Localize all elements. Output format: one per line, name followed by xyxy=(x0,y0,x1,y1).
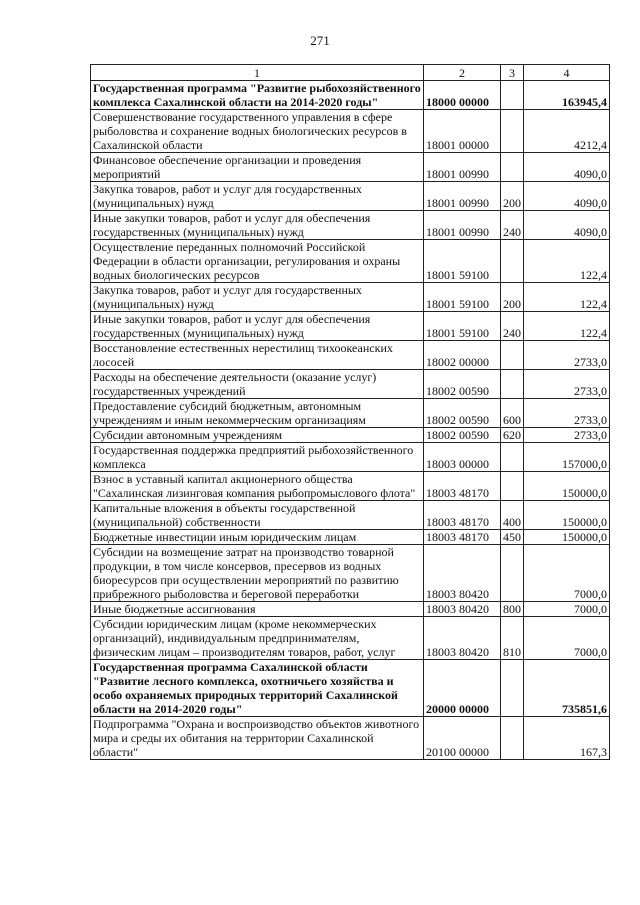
table-row xyxy=(91,545,610,602)
row-expense-type-cell xyxy=(501,153,524,182)
row-name-cell: Закупка товаров, работ и услуг для государственных (муниципальных) нужд xyxy=(91,182,424,211)
row-expense-type-cell: 800 xyxy=(501,602,524,617)
row-name-cell: Закупка товаров, работ и услуг для государственных (муниципальных) нужд xyxy=(91,283,424,312)
table-row xyxy=(91,211,610,240)
row-expense-type-cell: 240 xyxy=(501,211,524,240)
row-code-cell: 18001 59100 xyxy=(424,240,501,283)
row-code-cell: 18003 00000 xyxy=(424,443,501,472)
row-amount-cell: 2733,0 xyxy=(524,370,610,399)
row-name-cell: Иные закупки товаров, работ и услуг для обеспечения государственных (муниципальных) нужд xyxy=(91,312,424,341)
column-header-amount: 4 xyxy=(524,65,610,81)
row-code-cell: 18001 59100 xyxy=(424,283,501,312)
column-header-name: 1 xyxy=(91,65,424,81)
row-amount-cell: 4090,0 xyxy=(524,182,610,211)
row-name-cell: Совершенствование государственного управления в сфере рыболовства и сохранение водных биологических ресурсов в Сахалинской области xyxy=(91,110,424,153)
row-code-cell: 18003 48170 xyxy=(424,472,501,501)
row-expense-type-cell xyxy=(501,370,524,399)
table-row xyxy=(91,717,610,760)
row-expense-type-cell: 600 xyxy=(501,399,524,428)
row-name-cell: Иные бюджетные ассигнования xyxy=(91,602,424,617)
row-amount-cell: 4090,0 xyxy=(524,211,610,240)
table-body xyxy=(91,81,610,760)
row-amount-cell: 4212,4 xyxy=(524,110,610,153)
row-expense-type-cell: 240 xyxy=(501,312,524,341)
row-code-cell: 18002 00590 xyxy=(424,370,501,399)
row-name-cell: Бюджетные инвестиции иным юридическим лицам xyxy=(91,530,424,545)
row-name-cell: Государственная поддержка предприятий рыбохозяйственного комплекса xyxy=(91,443,424,472)
row-amount-cell: 157000,0 xyxy=(524,443,610,472)
row-amount-cell: 735851,6 xyxy=(524,660,610,717)
table-header-row xyxy=(91,65,610,81)
column-header-code: 2 xyxy=(424,65,501,81)
table-row xyxy=(91,283,610,312)
table-row xyxy=(91,399,610,428)
row-code-cell: 18003 80420 xyxy=(424,545,501,602)
table-row xyxy=(91,81,610,110)
row-name-cell: Государственная программа "Развитие рыбохозяйственного комплекса Сахалинской области на 2014-2020 годы" xyxy=(91,81,424,110)
table-row xyxy=(91,472,610,501)
table-row xyxy=(91,660,610,717)
row-amount-cell: 2733,0 xyxy=(524,428,610,443)
column-header-expense-type: 3 xyxy=(501,65,524,81)
row-amount-cell: 7000,0 xyxy=(524,617,610,660)
row-amount-cell: 122,4 xyxy=(524,240,610,283)
row-code-cell: 18003 80420 xyxy=(424,617,501,660)
row-code-cell: 18003 48170 xyxy=(424,501,501,530)
row-expense-type-cell: 200 xyxy=(501,283,524,312)
table-row xyxy=(91,617,610,660)
row-code-cell: 18002 00590 xyxy=(424,428,501,443)
page-number: 271 xyxy=(310,33,330,48)
table-row xyxy=(91,240,610,283)
table-row xyxy=(91,443,610,472)
row-expense-type-cell: 200 xyxy=(501,182,524,211)
row-amount-cell: 150000,0 xyxy=(524,472,610,501)
table-row xyxy=(91,153,610,182)
row-name-cell: Капитальные вложения в объекты государственной (муниципальной) собственности xyxy=(91,501,424,530)
row-name-cell: Предоставление субсидий бюджетным, автономным учреждениям и иным некоммерческим организациям xyxy=(91,399,424,428)
row-amount-cell: 2733,0 xyxy=(524,341,610,370)
row-name-cell: Взнос в уставный капитал акционерного общества "Сахалинская лизинговая компания рыбопромыслового флота" xyxy=(91,472,424,501)
row-amount-cell: 2733,0 xyxy=(524,399,610,428)
row-expense-type-cell xyxy=(501,717,524,760)
row-expense-type-cell: 810 xyxy=(501,617,524,660)
row-expense-type-cell xyxy=(501,660,524,717)
row-code-cell: 20100 00000 xyxy=(424,717,501,760)
row-expense-type-cell xyxy=(501,341,524,370)
table-row xyxy=(91,602,610,617)
row-name-cell: Расходы на обеспечение деятельности (оказание услуг) государственных учреждений xyxy=(91,370,424,399)
row-name-cell: Подпрограмма "Охрана и воспроизводство объектов животного мира и среды их обитания на территории Сахалинской области" xyxy=(91,717,424,760)
row-code-cell: 18002 00590 xyxy=(424,399,501,428)
row-amount-cell: 150000,0 xyxy=(524,501,610,530)
row-code-cell: 18001 59100 xyxy=(424,312,501,341)
row-amount-cell: 7000,0 xyxy=(524,602,610,617)
row-expense-type-cell: 450 xyxy=(501,530,524,545)
table-row xyxy=(91,501,610,530)
row-expense-type-cell: 620 xyxy=(501,428,524,443)
table-row xyxy=(91,370,610,399)
row-name-cell: Восстановление естественных нерестилищ тихоокеанских лососей xyxy=(91,341,424,370)
table-row xyxy=(91,110,610,153)
row-name-cell: Субсидии автономным учреждениям xyxy=(91,428,424,443)
row-name-cell: Иные закупки товаров, работ и услуг для обеспечения государственных (муниципальных) нужд xyxy=(91,211,424,240)
row-amount-cell: 150000,0 xyxy=(524,530,610,545)
table-row xyxy=(91,182,610,211)
row-amount-cell: 122,4 xyxy=(524,283,610,312)
row-code-cell: 18002 00000 xyxy=(424,341,501,370)
row-name-cell: Финансовое обеспечение организации и проведения мероприятий xyxy=(91,153,424,182)
row-expense-type-cell xyxy=(501,240,524,283)
budget-table xyxy=(90,64,610,760)
row-expense-type-cell xyxy=(501,110,524,153)
row-name-cell: Субсидии на возмещение затрат на производство товарной продукции, в том числе консервов, пресервов из водных биоресурсов при осуществлении мероприятий по развитию прибрежного рыболовства и береговой переработки xyxy=(91,545,424,602)
row-amount-cell: 122,4 xyxy=(524,312,610,341)
row-code-cell: 18001 00990 xyxy=(424,211,501,240)
row-code-cell: 18003 48170 xyxy=(424,530,501,545)
row-code-cell: 20000 00000 xyxy=(424,660,501,717)
row-code-cell: 18003 80420 xyxy=(424,602,501,617)
row-expense-type-cell xyxy=(501,443,524,472)
table-row xyxy=(91,428,610,443)
row-code-cell: 18001 00000 xyxy=(424,110,501,153)
row-name-cell: Субсидии юридическим лицам (кроме некоммерческих организаций), индивидуальным предпринимателям, физическим лицам – производителям товаров, работ, услуг xyxy=(91,617,424,660)
row-code-cell: 18001 00990 xyxy=(424,153,501,182)
row-amount-cell: 163945,4 xyxy=(524,81,610,110)
row-code-cell: 18000 00000 xyxy=(424,81,501,110)
row-expense-type-cell: 400 xyxy=(501,501,524,530)
row-expense-type-cell xyxy=(501,545,524,602)
row-amount-cell: 4090,0 xyxy=(524,153,610,182)
row-expense-type-cell xyxy=(501,472,524,501)
row-amount-cell: 167,3 xyxy=(524,717,610,760)
table-row xyxy=(91,341,610,370)
row-name-cell: Государственная программа Сахалинской области "Развитие лесного комплекса, охотничьего хозяйства и особо охраняемых природных территорий Сахалинской области на 2014-2020 годы" xyxy=(91,660,424,717)
table-row xyxy=(91,312,610,341)
table-row xyxy=(91,530,610,545)
row-name-cell: Осуществление переданных полномочий Российской Федерации в области организации, регулирования и охраны водных биологических ресурсов xyxy=(91,240,424,283)
row-code-cell: 18001 00990 xyxy=(424,182,501,211)
row-expense-type-cell xyxy=(501,81,524,110)
row-amount-cell: 7000,0 xyxy=(524,545,610,602)
